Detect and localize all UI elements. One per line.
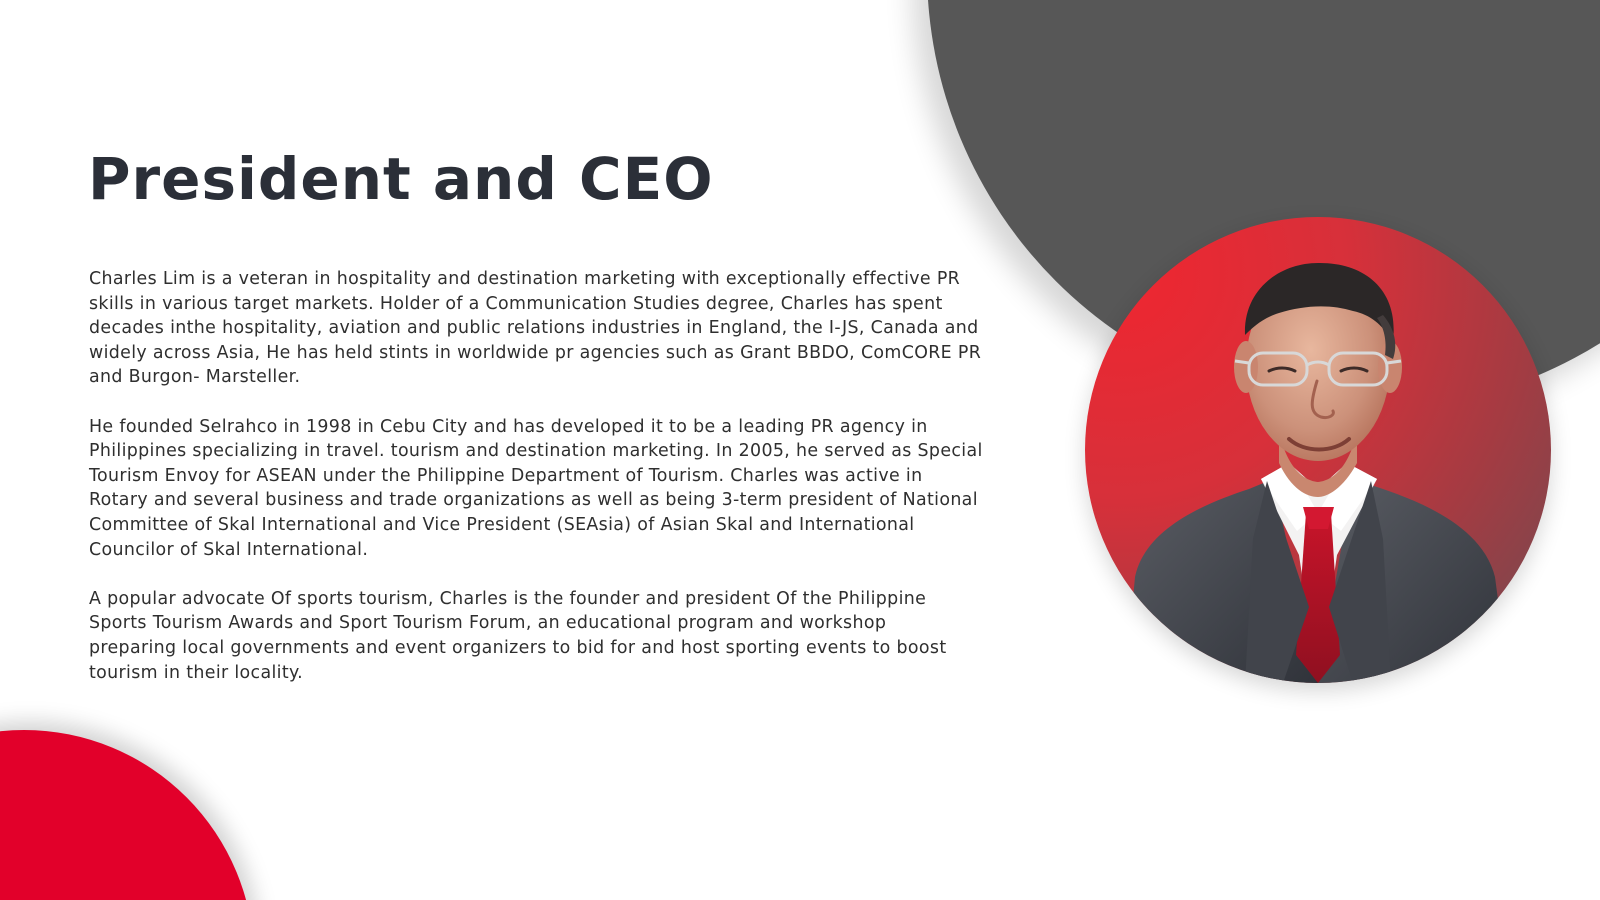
glasses-arm-left xyxy=(1235,361,1249,363)
portrait-illustration xyxy=(1085,217,1551,683)
portrait-photo xyxy=(1085,217,1551,683)
glasses-arm-right xyxy=(1387,361,1401,363)
page-title: President and CEO xyxy=(88,145,714,213)
bio-paragraph-1: Charles Lim is a veteran in hospitality and destination marketing with exceptionally effective PR skills in various target markets. Holder of a Communication Studies degree, Charles has spent decades inthe hospitality, aviation and public relations industries in England, the I-JS, Canada and widely across Asia, He has held stints in worldwide pr agencies such as Grant BBDO, ComCORE PR and Burgon- Marsteller. xyxy=(89,269,982,388)
bio-text-block xyxy=(89,267,1044,710)
bio-paragraph-2: He founded Selrahco in 1998 in Cebu City and has developed it to be a leading PR agency in Philippines specializing in travel. tourism and destination marketing. In 2005, he served as Special Tourism Envoy for ASEAN under the Philippine Department of Tourism. Charles was active in Rotary and several business and trade organizations as well as being 3-term president of National Committee of Skal International and Vice President (SEAsia) of Asian Skal and International Councilor of Skal International. xyxy=(89,416,983,560)
bio-paragraph-3: A popular advocate Of sports tourism, Charles is the founder and president Of the Philippine Sports Tourism Awards and Sport Tourism Forum, an educational program and workshop preparing local governments and event organizers to bid for and host sporting events to boost tourism in their locality. xyxy=(89,588,947,683)
red-decorative-circle xyxy=(0,730,254,900)
left-ear xyxy=(1234,341,1258,393)
